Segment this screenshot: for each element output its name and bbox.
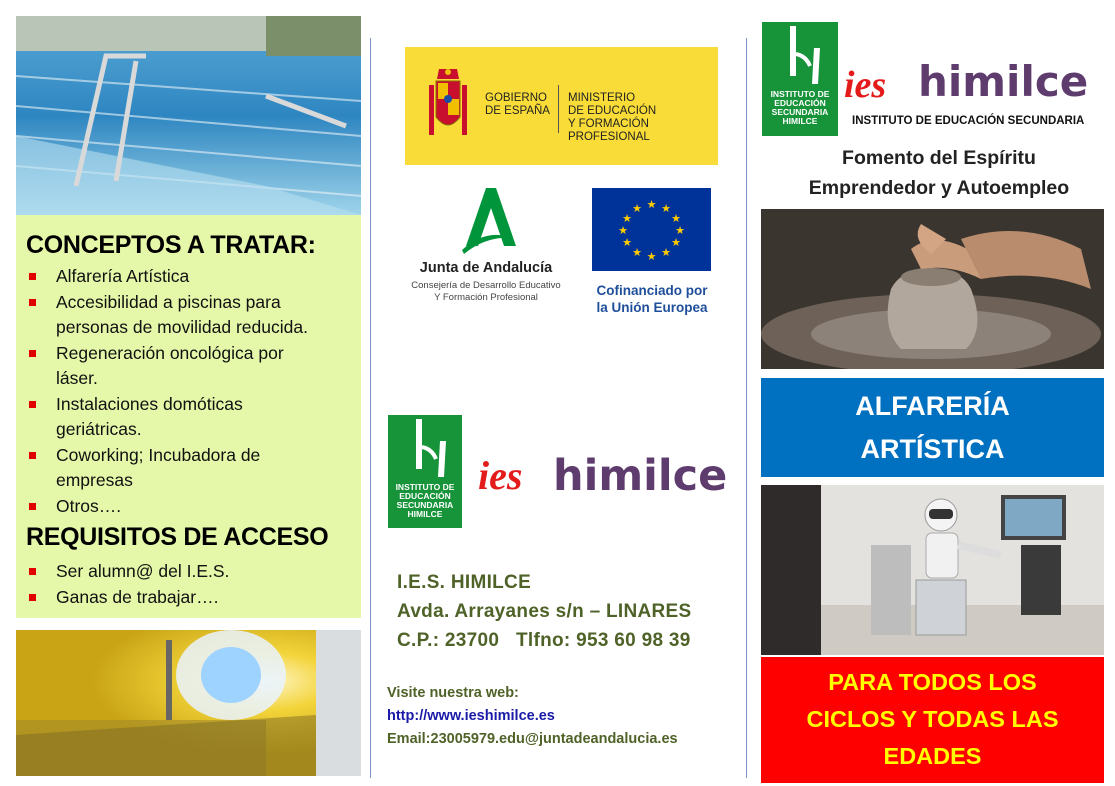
svg-text:★: ★ (671, 236, 681, 249)
alfareria-banner: ALFARERÍA ARTÍSTICA (761, 378, 1104, 477)
bullet-icon (29, 350, 36, 357)
svg-text:★: ★ (661, 202, 671, 215)
logo-himilce-text: himilce (553, 451, 728, 501)
contact-name: I.E.S. HIMILCE (397, 572, 532, 593)
eu-cofinanced-text: Cofinanciado por la Unión Europea (596, 283, 708, 315)
list-item: Instalaciones domóticas geriátricas. (16, 392, 361, 443)
eu-flag-icon (592, 188, 711, 271)
bullet-icon (29, 568, 36, 575)
email-text: Email:23005979.edu@juntadeandalucia.es (387, 731, 678, 747)
logo-ies-text: ies (478, 453, 523, 498)
letter-h-icon (784, 26, 830, 86)
logo-himilce-text-top: himilce (918, 57, 1089, 106)
list-item: Accesibilidad a piscinas para personas de movilidad reducida. (16, 290, 361, 341)
list-item: Ganas de trabajar…. (16, 585, 361, 611)
logo-box-text: INSTITUTO DE EDUCACIÓN SECUNDARIA HIMILCE (395, 482, 455, 519)
list-item: Coworking; Incubadora de empresas (16, 443, 361, 494)
svg-text:★: ★ (671, 212, 681, 225)
list-item: Alfarería Artística (16, 264, 361, 290)
robot-photo (761, 485, 1104, 655)
svg-text:★: ★ (632, 202, 642, 215)
bullet-icon (29, 299, 36, 306)
bullet-icon (29, 273, 36, 280)
ies-logo-box-top (762, 22, 838, 136)
list-item: Ser alumn@ del I.E.S. (16, 559, 361, 585)
concepts-title: CONCEPTOS A TRATAR: (26, 231, 316, 259)
svg-text:★: ★ (622, 236, 632, 249)
junta-andalucia-name: Junta de Andalucía (419, 260, 553, 276)
contact-address: Avda. Arrayanes s/n – LINARES (397, 601, 692, 622)
svg-text:★: ★ (618, 224, 628, 237)
laser-machine-photo (16, 630, 361, 776)
bullet-icon (29, 594, 36, 601)
bullet-icon (29, 503, 36, 510)
junta-andalucia-logo-icon (454, 186, 518, 256)
web-label: Visite nuestra web: (387, 685, 519, 701)
svg-text:★: ★ (632, 246, 642, 259)
requirements-title: REQUISITOS DE ACCESO (26, 523, 329, 551)
svg-text:★: ★ (646, 250, 657, 263)
svg-text:★: ★ (675, 224, 685, 237)
concepts-box (16, 215, 361, 618)
svg-text:★: ★ (622, 212, 632, 225)
list-item: Regeneración oncológica por láser. (16, 341, 361, 392)
bullet-icon (29, 401, 36, 408)
all-ages-banner: PARA TODOS LOS CICLOS Y TODAS LAS EDADES (761, 657, 1104, 783)
bullet-icon (29, 452, 36, 459)
gobierno-ministerio-logo (405, 47, 718, 165)
pool-photo (16, 16, 361, 215)
svg-text:★: ★ (661, 246, 671, 259)
institute-subtitle: INSTITUTO DE EDUCACIÓN SECUNDARIA (852, 115, 1085, 127)
logo-ies-text-top: ies (844, 64, 887, 106)
ies-logo-box (388, 415, 462, 528)
fomento-title: Fomento del Espíritu Emprendedor y Autoempleo (808, 147, 1070, 199)
logo-box-text: INSTITUTO DE EDUCACIÓN SECUNDARIA HIMILCE (770, 89, 830, 126)
ministerio-text: MINISTERIO DE EDUCACIÓN Y FORMACIÓN PROFESIONAL (568, 92, 657, 143)
logo-separator (558, 85, 559, 133)
svg-text:★: ★ (646, 198, 657, 211)
column-divider-right (746, 38, 747, 778)
gobierno-text: GOBIERNO DE ESPAÑA (485, 92, 550, 117)
coat-of-arms-icon (427, 67, 469, 145)
web-url-link[interactable]: http://www.ieshimilce.es (387, 708, 555, 724)
pottery-photo (761, 209, 1104, 369)
contact-phone: C.P.: 23700 Tlfno: 953 60 98 39 (397, 630, 691, 651)
column-divider-left (370, 38, 371, 778)
concepts-list (16, 264, 361, 519)
junta-andalucia-subtitle: Consejería de Desarrollo Educativo Y Formación Profesional (411, 280, 561, 303)
list-item: Otros…. (16, 494, 361, 520)
requirements-list (16, 559, 361, 610)
letter-h-icon (410, 419, 456, 479)
